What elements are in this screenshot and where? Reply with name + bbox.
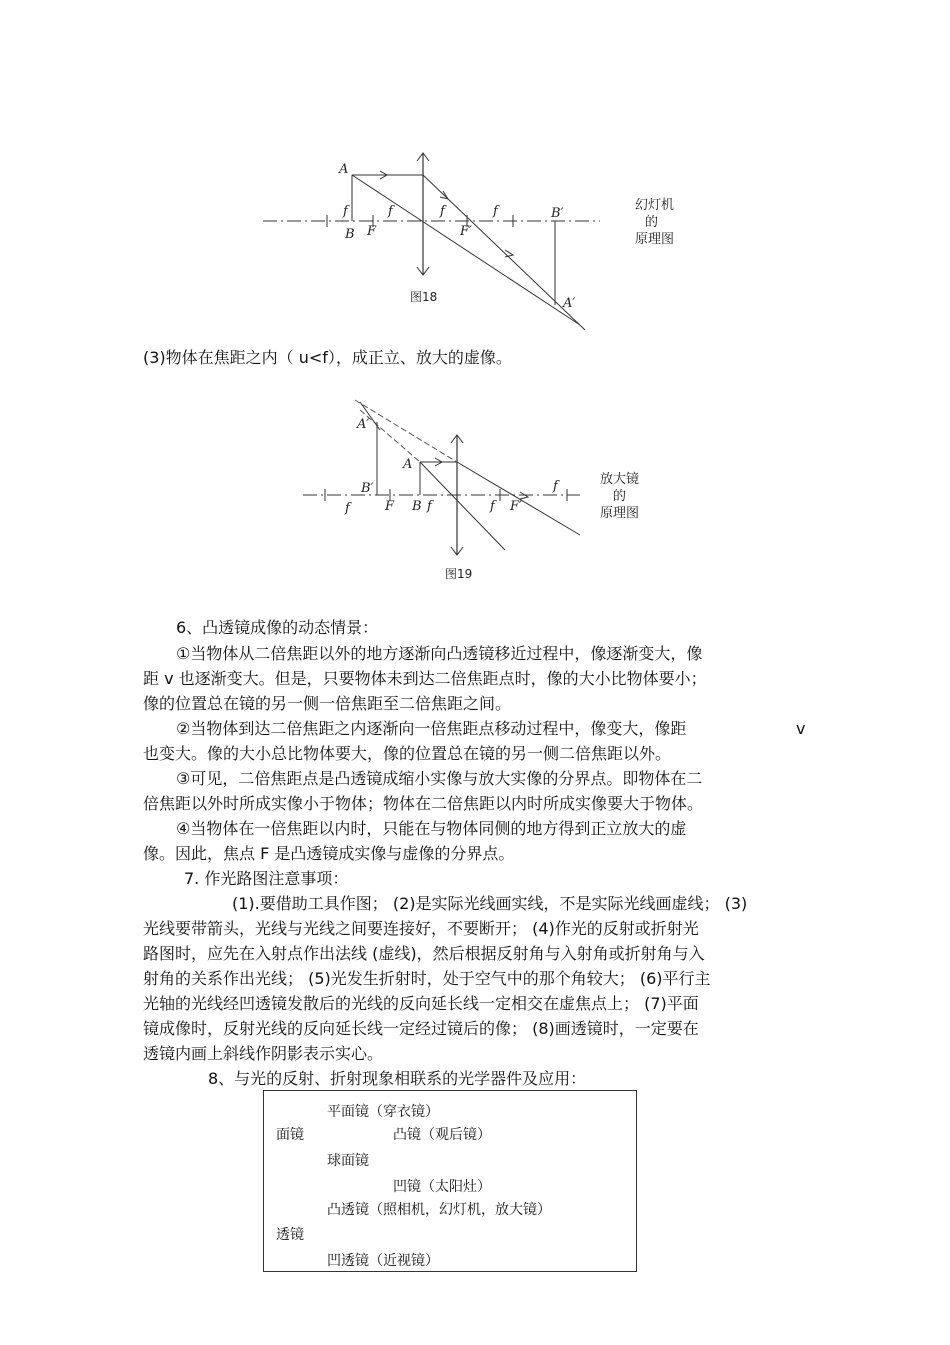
- table-mirror: 面镜: [276, 1127, 304, 1143]
- fig18-label-Fprime: F′: [460, 224, 472, 239]
- section6-heading: 6、凸透镜成像的动态情景：: [176, 618, 379, 637]
- fig18-label-f1: f: [343, 204, 348, 219]
- section6-line-3: 像的位置总在镜的另一侧一倍焦距至二倍焦距之间。: [143, 694, 512, 713]
- fig18-label-F: F: [367, 224, 377, 239]
- fig19-label-f4: f: [553, 479, 558, 494]
- fig19-label-Aprime: A′: [357, 417, 370, 432]
- table-convex-mirror: 凸镜（观后镜）: [393, 1127, 491, 1143]
- section7-line-2: 光线要带箭头，光线与光线之间要连接好，不要断开； (4)作光的反射或折射光: [143, 919, 699, 938]
- fig18-label-Aprime: A′: [563, 296, 576, 311]
- section6-line-6: ③可见，二倍焦距点是凸透镜成缩小实像与放大实像的分界点。即物体在二: [176, 769, 703, 788]
- fig18-label-B: B: [345, 227, 355, 242]
- section6-line-7: 倍焦距以外时所成实像小于物体；物体在二倍焦距以内时所成实像要大于物体。: [143, 794, 704, 813]
- section7-line-5: 光轴的光线经凹透镜发散后的光线的反向延长线一定相交在虚焦点上； (7)平面: [143, 994, 699, 1013]
- section7-line-6: 镜成像时，反射光线的反向延长线一定经过镜后的像； (8)画透镜时，一定要在: [143, 1019, 699, 1038]
- fig19-label-f2: f: [427, 499, 432, 514]
- fig18-caption: 图18: [410, 290, 438, 304]
- fig19-label-B: B: [412, 499, 422, 514]
- section7-line-3: 路图时，应先在入射点作出法线 (虚线)，然后根据反射角与入射角或折射角与入: [143, 944, 705, 963]
- optical-devices-table: [263, 1090, 637, 1272]
- section6-line-8: ④当物体在一倍焦距以内时，只能在与物体同侧的地方得到正立放大的虚: [176, 819, 687, 838]
- section6-line-9: 像。因此，焦点 F 是凸透镜成实像与虚像的分界点。: [143, 844, 515, 863]
- section7-line-7: 透镜内画上斜线作阴影表示实心。: [143, 1044, 384, 1063]
- section7-heading: 7. 作光路图注意事项：: [184, 869, 349, 888]
- fig19-side-3: 原理图: [600, 506, 640, 521]
- section6-line-1: ①当物体从二倍焦距以外的地方逐渐向凸透镜移近过程中，像逐渐变大，像: [176, 644, 703, 663]
- table-concave-lens: 凹透镜（近视镜）: [327, 1253, 439, 1269]
- fig18-label-f4: f: [493, 204, 498, 219]
- table-convex-lens: 凸透镜（照相机，幻灯机，放大镜）: [327, 1202, 551, 1218]
- fig18-side-1: 幻灯机: [635, 198, 675, 213]
- section7-line-1: (1).要借助工具作图； (2)是实际光线画实线，不是实际光线画虚线； (3): [232, 894, 748, 913]
- figure-18-diagram: [255, 145, 695, 335]
- section6-line-4: ②当物体到达二倍焦距之内逐渐向一倍焦距点移动过程中，像变大，像距: [176, 719, 687, 738]
- fig19-side-2: 的: [613, 489, 627, 504]
- fig18-side-3: 原理图: [635, 232, 675, 247]
- fig18-label-f2: f: [388, 204, 393, 219]
- fig18-label-Bprime: B′: [551, 206, 564, 221]
- figure-19-diagram: [295, 390, 655, 585]
- table-plane-mirror: 平面镜（穿衣镜）: [327, 1104, 439, 1120]
- section6-line-2: 距 v 也逐渐变大。但是，只要物体未到达二倍焦距点时，像的大小比物体要小；: [143, 669, 707, 688]
- fig19-label-A: A: [403, 457, 413, 472]
- fig19-label-f1: f: [345, 501, 350, 516]
- table-lens: 透镜: [276, 1227, 304, 1243]
- fig18-label-A: A: [339, 162, 349, 177]
- section6-line-4-v: v: [796, 719, 806, 738]
- section6-line-5: 也变大。像的大小总比物体要大，像的位置总在镜的另一侧二倍焦距以外。: [143, 744, 672, 763]
- section8-heading: 8、与光的反射、折射现象相联系的光学器件及应用：: [208, 1069, 587, 1088]
- table-concave-mirror: 凹镜（太阳灶）: [393, 1179, 491, 1195]
- fig19-label-F: F: [385, 499, 395, 514]
- fig19-label-Fprime: F′: [510, 499, 522, 514]
- section7-line-4: 射角的关系作出光线； (5)光发生折射时，处于空气中的那个角较大； (6)平行主: [143, 969, 711, 988]
- table-spherical-mirror: 球面镜: [327, 1153, 369, 1169]
- fig19-label-f3: f: [490, 499, 495, 514]
- fig19-caption: 图19: [445, 567, 473, 581]
- fig19-side-1: 放大镜: [600, 472, 640, 487]
- fig18-label-f3: f: [440, 204, 445, 219]
- fig19-label-Bprime: B′: [361, 481, 374, 496]
- fig18-side-2: 的: [645, 215, 659, 230]
- case3-line: (3)物体在焦距之内（ u<f），成正立、放大的虚像。: [143, 348, 512, 367]
